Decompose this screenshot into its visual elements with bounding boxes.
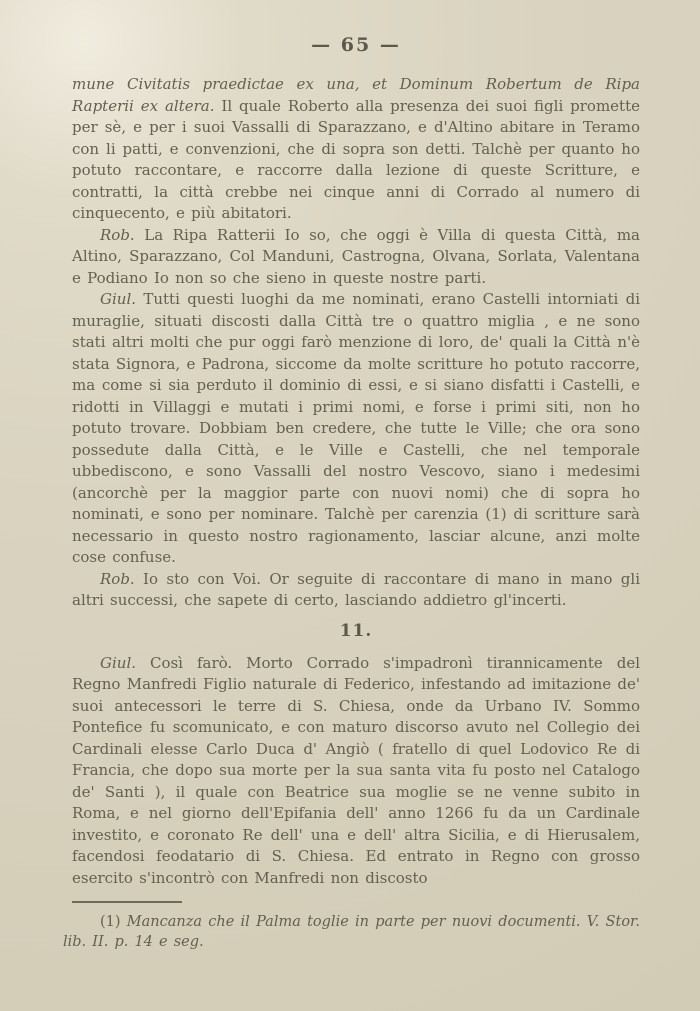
page-number: — 65 — xyxy=(311,34,401,56)
paragraph-text: Io sto con Voi. Or seguite di raccontare di mano in mano gli altri successi, che sapete di certo, lasciando addietro gl'incerti. xyxy=(72,569,640,609)
paragraph-text: Il quale Roberto alla presenza dei suoi figli promette per sè, e per i suoi Vassalli di Sparazzano, e d'Altino abitare in Teramo con li patti, e convenzioni, che di sopra son detti. Talchè per quanto ho potuto raccontare, e raccorre dalla lezione di queste Scritture, e contratti, la città crebbe nei cinque anni di Corrado al numero di cinquecento, e più abitatori. xyxy=(72,96,640,222)
section-heading: 11. xyxy=(339,620,373,641)
paragraph-giul-1 xyxy=(72,289,640,569)
speaker-label-giul: Giul. xyxy=(100,653,137,672)
footnote xyxy=(63,912,640,952)
paragraph-text: Tutti questi luoghi da me nominati, erano Castelli intorniati di muraglie, situati discosti dalla Città tre o quattro miglia , e ne sono stati altri molti che pur oggi farò menzione di loro, de' quali la Città n'è stata Signora, e Padrona, siccome da molte scritture ho potuto raccorre, ma come si sia perduto il dominio di essi, e si siano disfatti i Castelli, e ridotti in Villaggi e mutati i primi nomi, e forse i primi siti, non ho potuto trovare. Dobbiam ben credere, che tutte le Ville; che ora sono possedute dalla Città, e le Ville e Castelli, che nel temporale ubbediscono, e sono Vassalli del nostro Vescovo, siano i medesimi (ancorchè per la maggior parte con nuovi nomi) che di sopra ho nominati, e sono per nominare. Talchè per carenzia (1) di scritture sarà necessario in questo nostro ragionamento, lasciar alcune, anzi molte cose confuse. xyxy=(72,290,640,566)
footnote-divider-rule xyxy=(72,901,182,903)
paragraph-continuation xyxy=(72,74,640,225)
paragraph-text: Così farò. Morto Corrado s'impadronì tirannicamente del Regno Manfredi Figlio naturale di Federico, infestando ad imitazione de' suoi antecessori le terre di S. Chiesa, onde da Urbano IV. Sommo Pontefice fu scomunicato, e con maturo discorso avuto nel Collegio dei Cardinali elesse Carlo Duca d' Angiò ( fratello di quel Lodovico Re di Francia, che dopo sua morte per la sua santa vita fu posto nel Catalogo de' Santi ), il quale con Beatrice sua moglie se ne venne subito in Roma, e nel giorno dell'Epifania dell' anno 1266 fu da un Cardinale investito, e coronato Re dell' una e dell' altra Sicilia, e di Hierusalem, facendosi feodatario di S. Chiesa. Ed entrato in Regno con grosso esercito s'incontrò con Manfredi non discosto xyxy=(72,653,640,887)
paragraph-rob-2 xyxy=(72,569,640,612)
speaker-label-giul: Giul. xyxy=(100,290,137,308)
latin-citation-text: mune Civitatis praedictae ex una, et Dominum Robertum de Ripa Rapterii ex altera. xyxy=(72,75,640,115)
paragraph-giul-2 xyxy=(72,653,640,890)
speaker-label-rob: Rob. xyxy=(100,225,135,244)
speaker-label-rob: Rob. xyxy=(100,569,135,588)
paragraph-rob-1 xyxy=(72,225,640,290)
text-column xyxy=(63,34,640,952)
paragraph-text: La Ripa Ratterii Io so, che oggi è Villa di questa Città, ma Altino, Sparazzano, Col Manduni, Castrogna, Olvana, Sorlata, Valentana e Podiano Io non so che sieno in queste nostre parti. xyxy=(72,225,640,287)
footnote-text: Mancanza che il Palma toglie in parte per nuovi documenti. V. Stor. lib. II. p. 14 e seg. xyxy=(63,914,640,950)
footnote-marker: (1) xyxy=(100,914,121,930)
